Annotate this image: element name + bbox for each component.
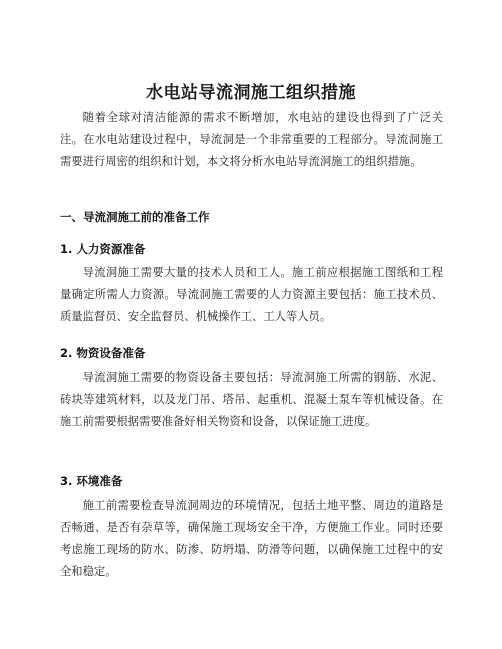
subsection-heading-human-resources: 1. 人力资源准备 <box>60 242 146 256</box>
document-title: 水电站导流洞施工组织措施 <box>146 83 356 103</box>
intro-paragraph: 随着全球对清洁能源的需求不断增加，水电站的建设也得到了广泛关注。在水电站建设过程中，导流洞是一个非常重要的工程部分。导流洞施工需要进行周密的组织和计划，本文将分析水电站导流洞施工的组织措施。 <box>60 111 443 168</box>
subsection-heading-materials-equipment: 2. 物资设备准备 <box>60 346 146 360</box>
section-heading-preparation: 一、导流洞施工前的准备工作 <box>60 210 210 224</box>
subsection-heading-environment: 3. 环境准备 <box>60 474 123 488</box>
paragraph-materials-equipment: 导流洞施工需要的物资设备主要包括：导流洞施工所需的钢筋、水泥、砖块等建筑材料，以及龙门吊、塔吊、起重机、混凝土泵车等机械设备。在施工前需要根据需要准备好相关物资和设备，以保证施工进度。 <box>60 371 443 428</box>
paragraph-environment: 施工前需要检查导流洞周边的环境情况，包括土地平整、周边的道路是否畅通、是否有杂草等，确保施工现场安全干净，方便施工作业。同时还要考虑施工现场的防水、防渗、防坍塌、防滑等问题，以确保施工过程中的安全和稳定。 <box>60 499 443 578</box>
paragraph-human-resources: 导流洞施工需要大量的技术人员和工人。施工前应根据施工图纸和工程量确定所需人力资源。导流洞施工需要的人力资源主要包括：施工技术员、质量监督员、安全监督员、机械操作工、工人等人员。 <box>60 266 443 323</box>
